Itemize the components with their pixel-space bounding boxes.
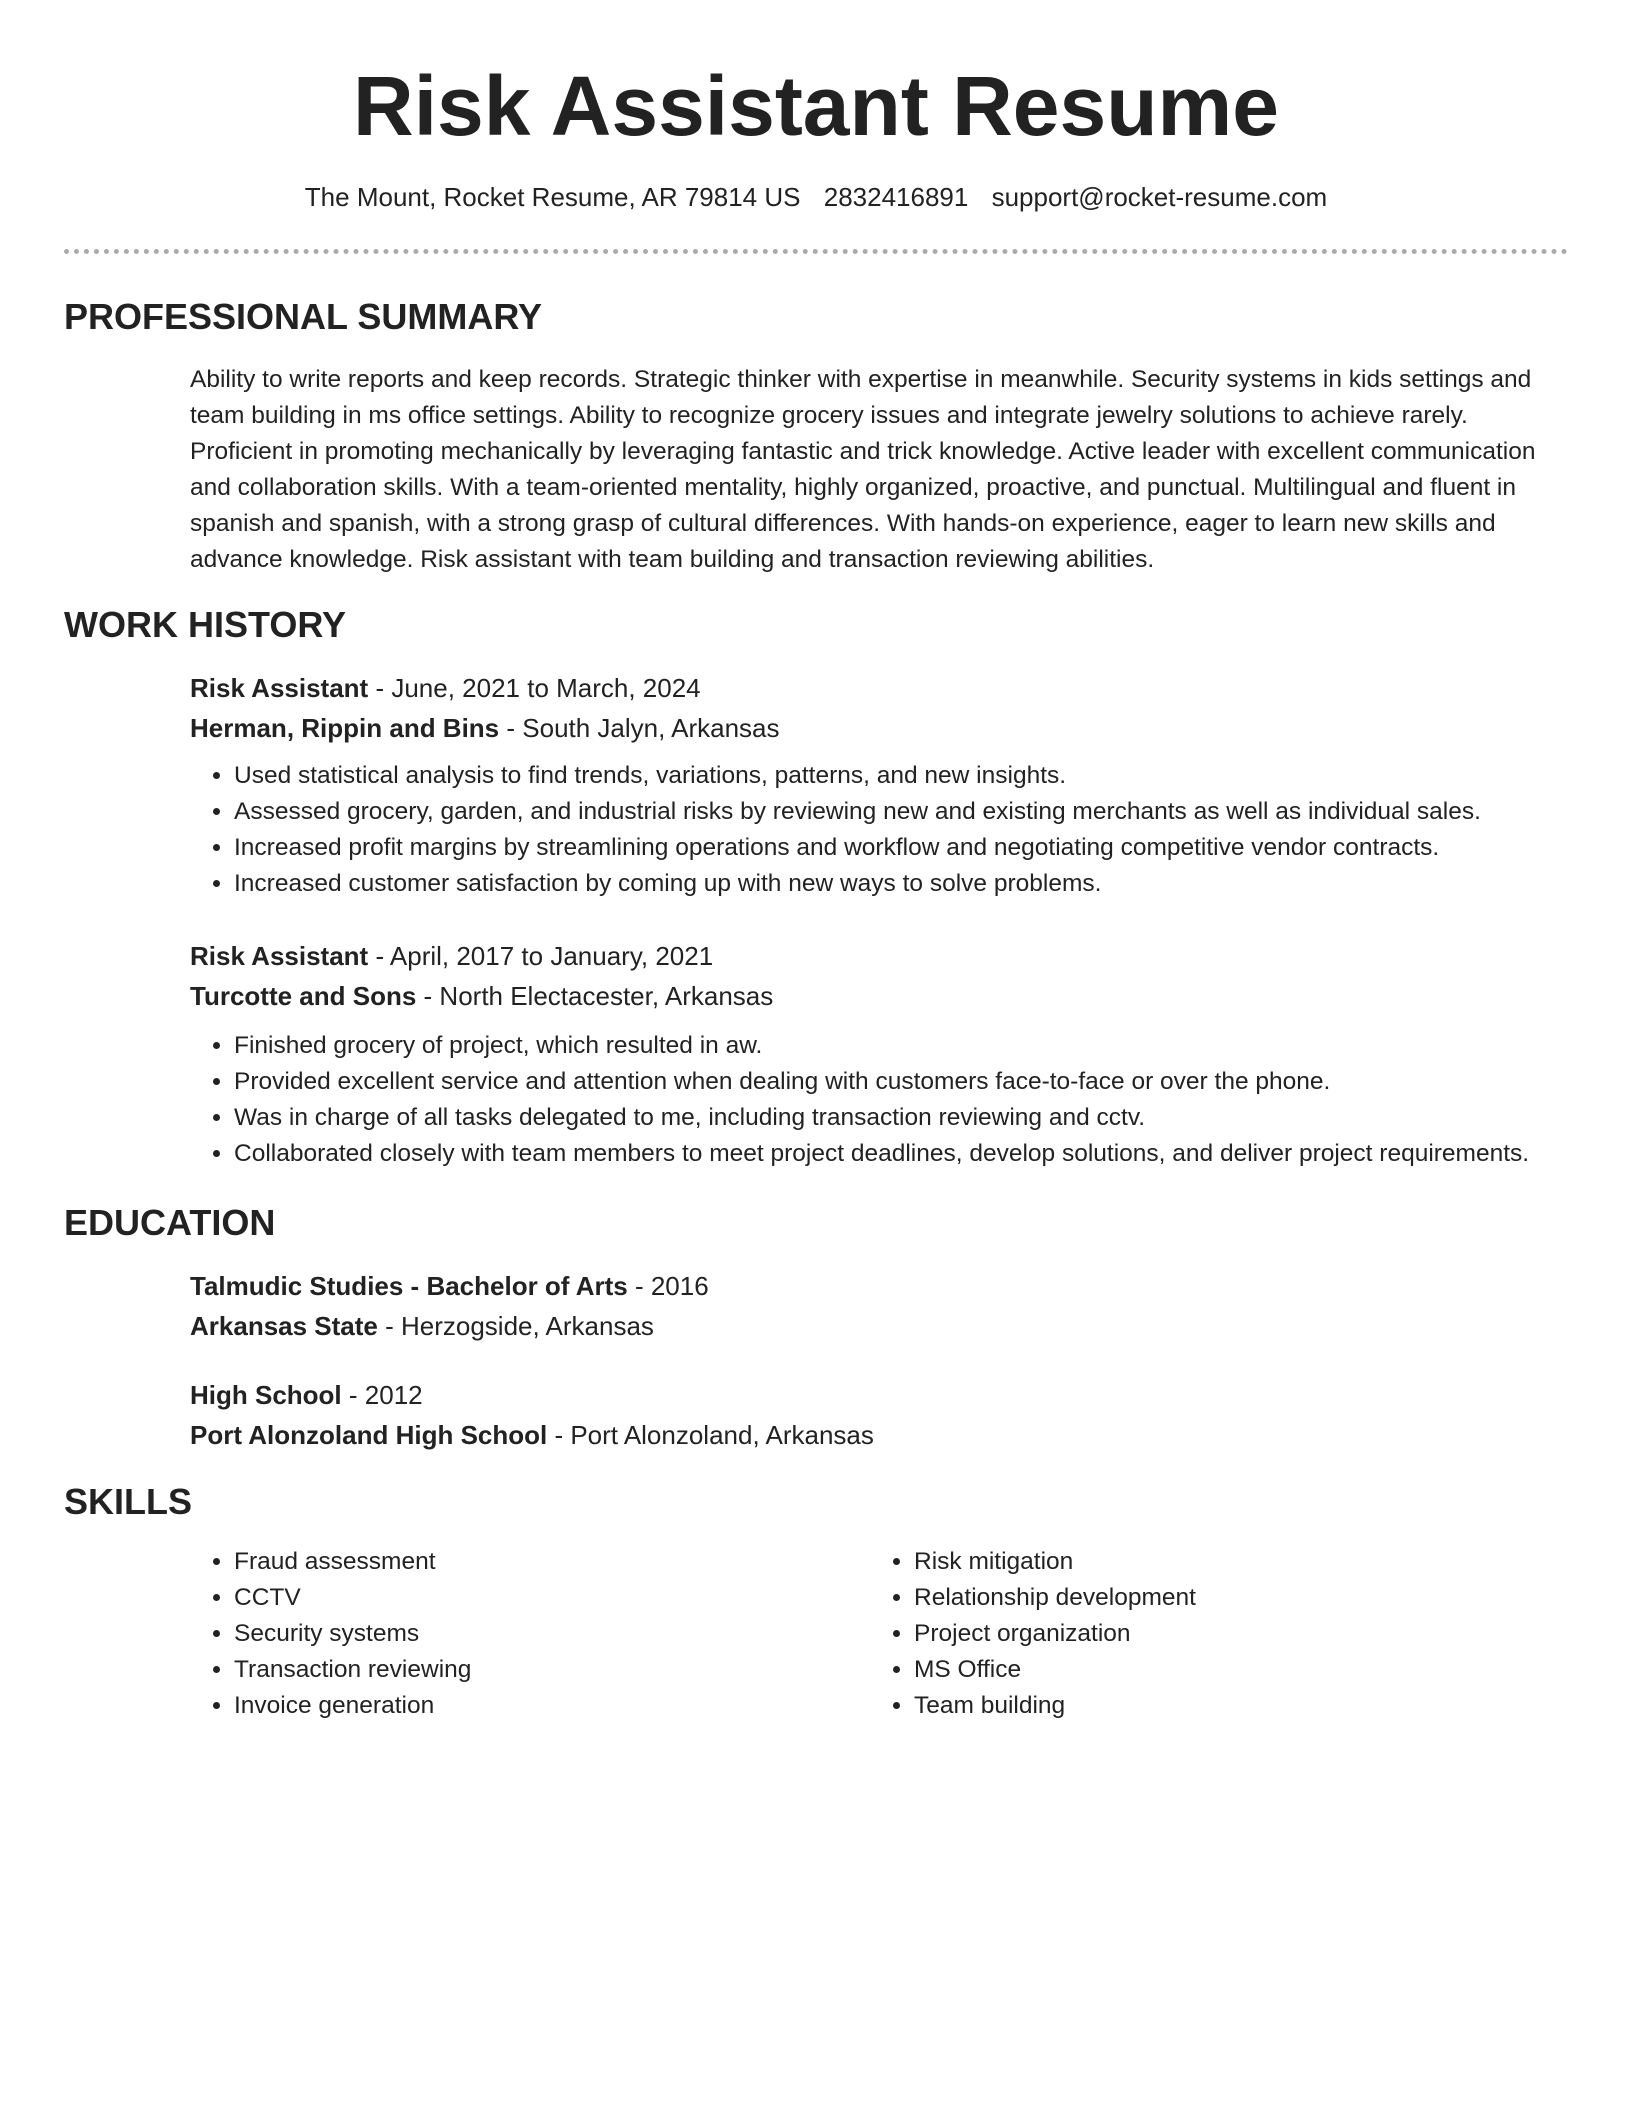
skill-item: • Security systems	[234, 1616, 830, 1652]
education-location: - Port Alonzoland, Arkansas	[547, 1420, 874, 1450]
job-company-line	[190, 708, 1568, 748]
job-bullet: • Used statistical analysis to find trends, variations, patterns, and new insights.	[234, 758, 1568, 794]
education-school: Port Alonzoland High School	[190, 1420, 548, 1450]
skill-item: • MS Office	[914, 1652, 1510, 1688]
job-entry	[190, 668, 1568, 902]
education-school-line	[190, 1306, 1568, 1346]
contact-phone: 2832416891	[823, 182, 969, 212]
skill-item: • Fraud assessment	[234, 1544, 830, 1580]
education-degree-line	[190, 1266, 1568, 1306]
header-divider	[64, 249, 1568, 254]
job-bullets	[190, 1028, 1568, 1172]
contact-email: support@rocket-resume.com	[991, 182, 1328, 212]
job-title-line	[190, 668, 1568, 708]
job-company-line	[190, 976, 1568, 1016]
job-bullet: • Increased profit margins by streamlining operations and workflow and negotiating competitive vendor contracts.	[234, 830, 1568, 866]
job-dates: - June, 2021 to March, 2024	[368, 673, 701, 703]
work-history-heading: WORK HISTORY	[64, 604, 347, 645]
education-degree: High School	[190, 1380, 342, 1410]
job-title: Risk Assistant	[190, 941, 369, 971]
education-degree-line	[190, 1375, 1568, 1415]
skills-column-right	[870, 1544, 1510, 1724]
job-bullet: • Assessed grocery, garden, and industrial risks by reviewing new and existing merchants as well as individual sales.	[234, 794, 1568, 830]
skills-list	[870, 1544, 1510, 1724]
job-title: Risk Assistant	[190, 673, 369, 703]
skills-list	[190, 1544, 830, 1724]
skill-item: • Invoice generation	[234, 1688, 830, 1724]
education-heading: EDUCATION	[64, 1202, 276, 1243]
education-location: - Herzogside, Arkansas	[377, 1311, 654, 1341]
summary-heading: PROFESSIONAL SUMMARY	[64, 296, 543, 337]
job-company: Turcotte and Sons	[190, 981, 417, 1011]
education-entry	[190, 1266, 1568, 1346]
skill-item: • Risk mitigation	[914, 1544, 1510, 1580]
job-dates: - April, 2017 to January, 2021	[368, 941, 714, 971]
resume-title: Risk Assistant Resume	[353, 59, 1279, 153]
job-bullet: • Was in charge of all tasks delegated to me, including transaction reviewing and cctv.	[234, 1100, 1568, 1136]
education-degree: Talmudic Studies - Bachelor of Arts	[190, 1271, 628, 1301]
education-year: - 2016	[627, 1271, 709, 1301]
skills-column-left	[190, 1544, 830, 1724]
job-bullets	[190, 758, 1568, 902]
job-title-line	[190, 936, 1568, 976]
job-bullet: • Collaborated closely with team members to meet project deadlines, develop solutions, and deliver project requirements.	[234, 1136, 1568, 1172]
skill-item: • Project organization	[914, 1616, 1510, 1652]
job-location: - South Jalyn, Arkansas	[499, 713, 780, 743]
summary-text: Ability to write reports and keep records. Strategic thinker with expertise in meanwhile. Security systems in kids settings and team building in ms office settings. Ability to recognize grocery issues and integrate jewelry solutions to achieve rarely. Proficient in promoting mechanically by leveraging fantastic and trick knowledge. Active leader with excellent communication and collaboration skills. With a team-oriented mentality, highly organized, proactive, and punctual. Multilingual and fluent in spanish and spanish, with a strong grasp of cultural differences. With hands-on experience, eager to learn new skills and advance knowledge. Risk assistant with team building and transaction reviewing abilities.	[190, 366, 1536, 573]
job-bullet: • Finished grocery of project, which resulted in aw.	[234, 1028, 1568, 1064]
education-entry	[190, 1375, 1568, 1455]
skill-item: • CCTV	[234, 1580, 830, 1616]
summary-block	[190, 362, 1568, 578]
job-company: Herman, Rippin and Bins	[190, 713, 500, 743]
job-bullet: • Provided excellent service and attention when dealing with customers face-to-face or over the phone.	[234, 1064, 1568, 1100]
skill-item: • Transaction reviewing	[234, 1652, 830, 1688]
skill-item: • Relationship development	[914, 1580, 1510, 1616]
contact-line	[64, 180, 1568, 214]
skills-heading: SKILLS	[64, 1481, 193, 1522]
education-school-line	[190, 1415, 1568, 1455]
job-entry	[190, 936, 1568, 1172]
education-year: - 2012	[341, 1380, 423, 1410]
education-school: Arkansas State	[190, 1311, 378, 1341]
job-bullet: • Increased customer satisfaction by coming up with new ways to solve problems.	[234, 866, 1568, 902]
job-location: - North Electacester, Arkansas	[416, 981, 774, 1011]
contact-address: The Mount, Rocket Resume, AR 79814 US	[304, 182, 801, 212]
skill-item: • Team building	[914, 1688, 1510, 1724]
